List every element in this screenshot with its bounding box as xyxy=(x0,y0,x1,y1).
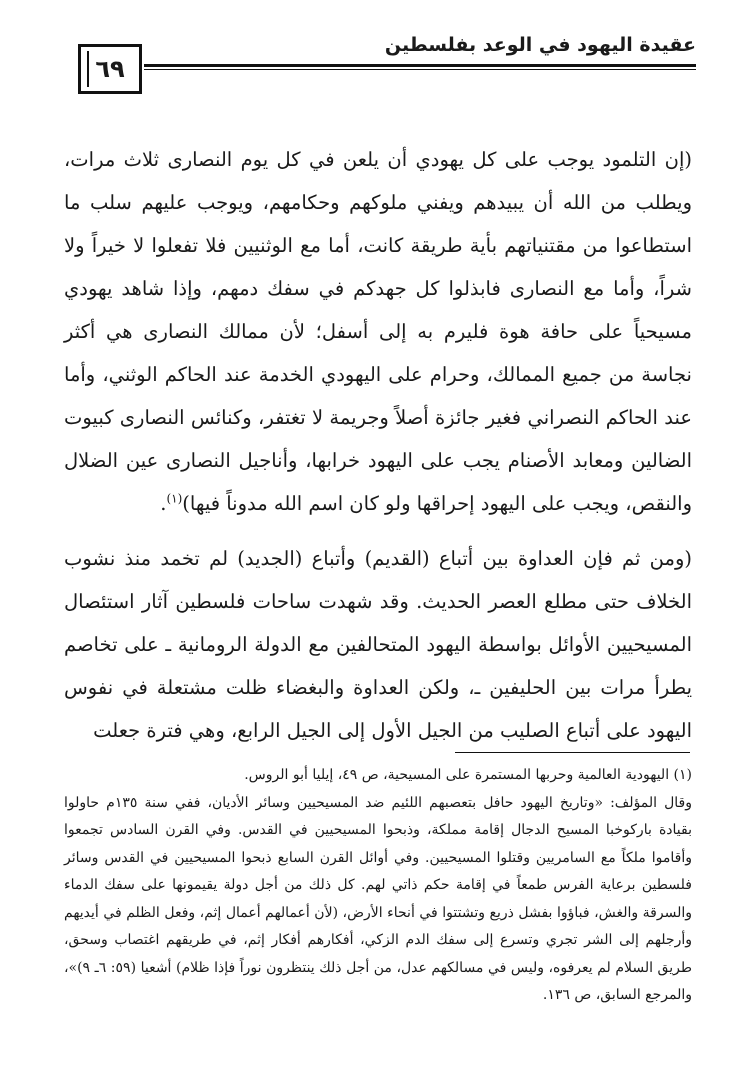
header-rule-thin xyxy=(144,69,696,70)
footnote-continuation: وقال المؤلف: «وتاريخ اليهود حافل بتعصبهم اللئيم ضد المسيحيين وسائر الأديان، ففي سنة ١٣٥م حاولوا بقيادة باركوخبا المسيح الدجال إقامة مملكة، وذبحوا المسيحيين في القدس. وفي القرن السادس تجمعوا وأقاموا ملكاً مع السامريين وقتلوا المسيحيين. وفي أوائل القرن السابع ذبحوا المسيحيين في القدس وسائر فلسطين برعاية الفرس طمعاً في إقامة حكم ذاتي لهم. كل ذلك من أجل دولة يقيمونها على سفك الدماء والسرقة والغش، فباؤوا بفشل ذريع وتشتتوا في أنحاء الأرض، (لأن أعمالهم أعمال إثم، وفعل الظلم في أيديهم وأرجلهم إلى الشر تجري وتسرع إلى سفك الدم الزكي، أفكارهم أفكار إثم، في طريقهم اغتصاب وسحق، طريق السلام لم يعرفوه، وليس في مسالكهم عدل، من أجل ذلك ينتظرون نوراً فإذا ظلام) أشعيا (٥٩: ٦ـ ٩)»، والمرجع السابق، ص ١٣٦. xyxy=(64,794,692,1003)
header-rule xyxy=(144,64,696,67)
page-header xyxy=(78,34,696,94)
footnotes xyxy=(64,762,692,1010)
page-number: ٦٩ xyxy=(78,44,142,94)
running-title: عقيدة اليهود في الوعد بفلسطين xyxy=(384,34,696,56)
footnote-1: (١) اليهودية العالمية وحربها المستمرة على المسيحية، ص ٤٩، إيليا أبو الروس. xyxy=(244,767,692,783)
footnote-reference[interactable]: (١) xyxy=(166,491,183,506)
main-text xyxy=(64,138,692,752)
paragraph-period: . xyxy=(160,492,167,515)
paragraph-text: (إن التلمود يوجب على كل يهودي أن يلعن في كل يوم النصارى ثلاث مرات، ويطلب من الله أن يبيدهم ويفني ملوكهم وحكامهم، ويوجب عليهم سلب ما استطاعوا من مقتنياتهم بأية طريقة كانت، أما مع الوثنيين فلا تفعلوا لا خيراً ولا شراً، وأما مع النصارى فابذلوا كل جهدكم في سفك دمهم، وإذا شاهد يهودي مسيحياً على حافة هوة فليرم به إلى أسفل؛ لأن ممالك النصارى هي أكثر نجاسة من جميع الممالك، وحرام على اليهودي الخدمة عند الحاكم الوثني، وأما عند الحاكم النصراني فغير جائزة أصلاً وجريمة لا تغتفر، وكنائس النصارى كبيوت الضالين ومعابد الأصنام يجب على اليهود خرابها، وأناجيل النصارى عين الضلال والنقص، ويجب على اليهود إحراقها ولو كان اسم الله مدوناً فيها) xyxy=(64,148,692,515)
paragraph: (ومن ثم فإن العداوة بين أتباع (القديم) وأتباع (الجديد) لم تخمد منذ نشوب الخلاف حتى مطلع العصر الحديث. وقد شهدت ساحات فلسطين آثار استئصال المسيحيين الأوائل بواسطة اليهود المتحالفين مع الدولة الرومانية ـ على تخاصم يطرأ مرات بين الحليفين ـ، ولكن العداوة والبغضاء ظلت مشتعلة في نفوس اليهود على أتباع الصليب من الجيل الأول إلى الجيل الرابع، وهي فترة جعلت xyxy=(64,547,692,742)
paragraph xyxy=(64,138,692,525)
footnote-separator xyxy=(455,752,690,753)
